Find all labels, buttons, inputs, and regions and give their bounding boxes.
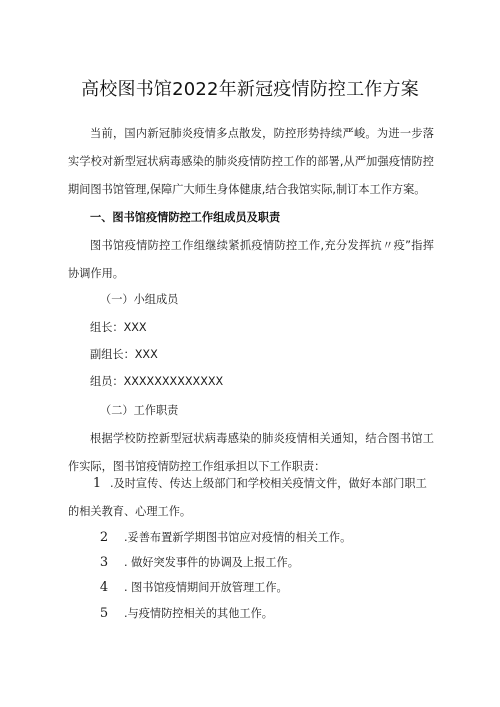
intro-paragraph: 当前，国内新冠肺炎疫情多点散发，防控形势持续严峻。为进一步落实学校对新型冠状病毒感染的肺炎疫情防控工作的部署,从严加强疫情防控期间图书馆管理,保障广大师生身体健康,结合我馆实际,制订本工作方案。 xyxy=(68,127,434,196)
duty-text: . 图书馆疫情期间开放管理工作。 xyxy=(124,581,288,594)
member-deputy-leader: 副组长：XXX xyxy=(90,348,158,361)
duty-number: 1 xyxy=(92,476,102,491)
duty-item xyxy=(68,524,434,552)
section1-heading: 一、图书馆疫情防控工作组成员及职责 xyxy=(90,211,281,224)
member-leader: 组长：XXX xyxy=(90,321,147,334)
subsection-members-heading: （一）小组成员 xyxy=(100,293,179,306)
duty-item xyxy=(68,600,434,628)
duty-text: .及时宣传、传达上级部门和学校相关疫情文件，做好本部门职工的相关教育、心理工作。 xyxy=(68,477,427,518)
duty-text: . 做好突发事件的协调及上报工作。 xyxy=(124,556,299,569)
document-title: 高校图书馆2022年新冠疫情防控工作方案 xyxy=(81,79,419,100)
duty-item xyxy=(68,574,434,602)
subsection-duties-heading: （二）工作职责 xyxy=(100,404,179,417)
section1-paragraph: 图书馆疫情防控工作组继续紧抓疫情防控工作,充分发挥抗〃疫”指挥协调作用。 xyxy=(68,239,434,280)
duty-number: 4 xyxy=(99,580,109,595)
duties-intro-paragraph: 根据学校防控新型冠状病毒感染的肺炎疫情相关通知，结合图书馆工作实际，图书馆疫情防控工作组承担以下工作职责： xyxy=(68,432,434,473)
duty-number: 2 xyxy=(99,530,109,545)
duty-text: .与疫情防控相关的其他工作。 xyxy=(124,607,273,620)
duty-item xyxy=(68,549,434,577)
duty-number: 3 xyxy=(99,555,109,570)
duty-text: .妥善布置新学期图书馆应对疫情的相关工作。 xyxy=(124,531,352,544)
member-team: 组员：XXXXXXXXXXXXX xyxy=(90,375,224,388)
duty-item xyxy=(68,470,434,526)
duty-number: 5 xyxy=(99,606,109,621)
